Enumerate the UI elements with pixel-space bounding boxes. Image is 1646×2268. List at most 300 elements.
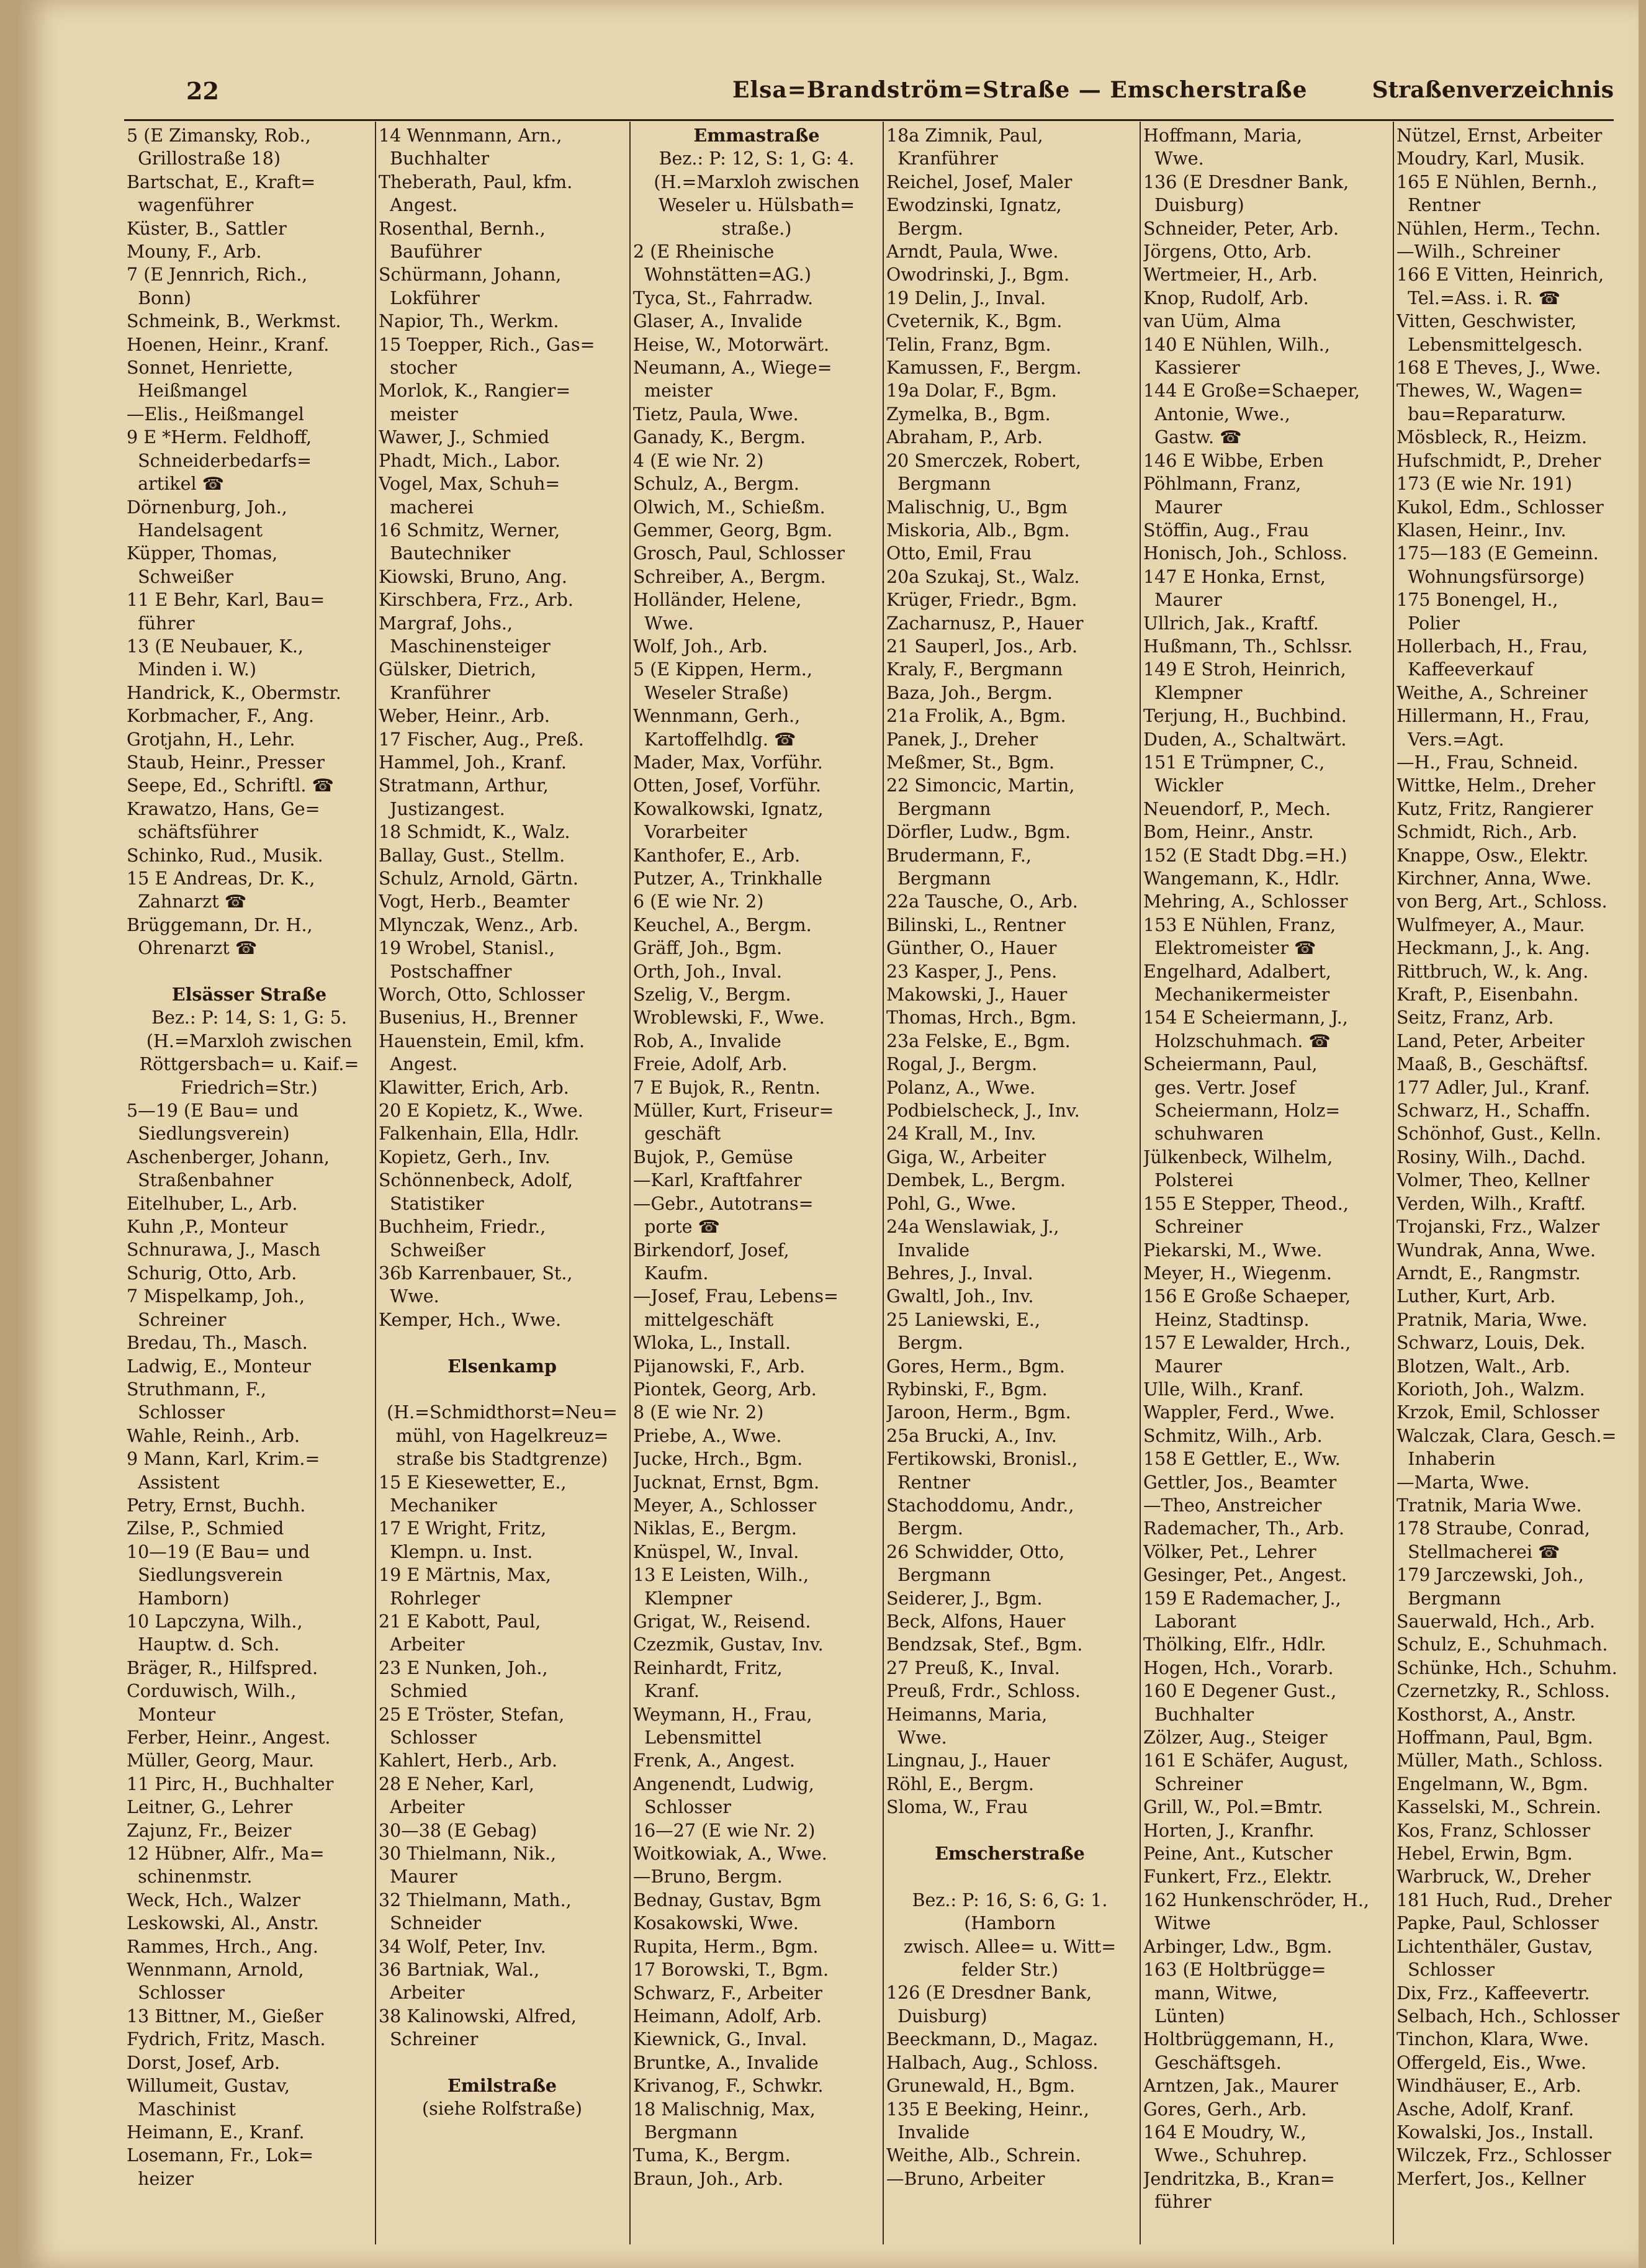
entry-line: Schwarz, Louis, Dek. (1396, 1333, 1586, 1354)
entry-line: Walczak, Clara, Gesch.= (1396, 1425, 1617, 1446)
street-info: Bez.: P: 12, S: 1, G: 4. (659, 148, 855, 169)
entry-line: Morlok, K., Rangier= (379, 380, 571, 402)
column-5 (1143, 124, 1390, 2253)
entry-line: Dix, Frz., Kaffeevertr. (1396, 1982, 1590, 2004)
entry-line: Duisburg) (886, 2005, 987, 2027)
entry-line: Verden, Wilh., Kraftf. (1396, 1193, 1586, 1214)
entry-line: Schneiderbedarfs= (127, 450, 312, 471)
entry-line: Assistent (127, 1472, 220, 1493)
entry-line: Wwe. (1143, 148, 1204, 169)
entry-line: Hammel, Joh., Kranf. (379, 752, 567, 773)
spacer (379, 2051, 626, 2074)
entry-line: Mösbleck, R., Heizm. (1396, 427, 1588, 448)
entry-line: 20 E Kopietz, K., Wwe. (379, 1100, 583, 1122)
entry-line: Panek, J., Dreher (886, 729, 1038, 750)
entry-line: Wawer, J., Schmied (379, 427, 550, 448)
entry-line: 152 (E Stadt Dbg.=H.) (1143, 845, 1347, 866)
entry-line: Kemper, Hch., Wwe. (379, 1309, 562, 1330)
entry-line: Duden, A., Schaltwärt. (1143, 729, 1347, 750)
entry-line: Bergmann (1396, 1588, 1501, 1609)
entry-line: 181 Huch, Rud., Dreher (1396, 1889, 1612, 1910)
entry-line: porte ☎ (633, 1217, 721, 1238)
entry-line: Schlosser (127, 1402, 225, 1423)
column-1 (127, 124, 372, 2253)
entry-line: Ladwig, E., Monteur (127, 1356, 312, 1377)
entry-line: Jörgens, Otto, Arb. (1143, 241, 1312, 263)
entry-line: 11 Pirc, H., Buchhalter (127, 1773, 334, 1794)
entry-line: 173 (E wie Nr. 191) (1396, 474, 1572, 495)
entry-line: Pohl, G., Wwe. (886, 1193, 1017, 1214)
entry-line: Bendzsak, Stef., Bgm. (886, 1634, 1083, 1655)
entry-line: Wulfmeyer, A., Maur. (1396, 914, 1585, 935)
entry-line: Postschaffner (379, 961, 512, 982)
entry-line: Ulle, Wilh., Kranf. (1143, 1379, 1304, 1400)
entry-line: Angenendt, Ludwig, (633, 1773, 814, 1794)
entry-line: Knop, Rudolf, Arb. (1143, 287, 1309, 308)
entry-line: Geschäftsgeh. (1143, 2052, 1282, 2073)
entry-line: 10—19 (E Bau= und (127, 1541, 310, 1562)
entry-line: Jülkenbeck, Wilhelm, (1143, 1146, 1333, 1168)
entry-line: Kuhn ,P., Monteur (127, 1217, 288, 1238)
entry-line: Warbruck, W., Dreher (1396, 1866, 1591, 1888)
entry-line: 26 Schwidder, Otto, (886, 1541, 1065, 1562)
entry-line: Rupita, Herm., Bgm. (633, 1936, 819, 1957)
entry-line: Heißmangel (127, 380, 248, 402)
entry-line: —Wilh., Schreiner (1396, 241, 1560, 263)
entry-line: 175—183 (E Gemeinn. (1396, 543, 1599, 564)
entry-line: Schnurawa, J., Masch (127, 1240, 321, 1261)
entry-line: Miskoria, Alb., Bgm. (886, 520, 1070, 541)
spacer (379, 1331, 626, 1354)
entry-line: 18a Zimnik, Paul, (886, 125, 1043, 146)
entry-line: Baza, Joh., Bergm. (886, 682, 1053, 703)
entry-line: Kanthofer, E., Arb. (633, 845, 801, 866)
entry-line: Schlosser (633, 1797, 731, 1818)
entry-line: 20a Szukaj, St., Walz. (886, 566, 1080, 587)
entry-line: ges. Vertr. Josef (1143, 1077, 1296, 1098)
entry-line: Schlosser (127, 1982, 225, 2004)
street-info: Bez.: P: 14, S: 1, G: 5. (151, 1007, 347, 1028)
entry-line: Schreiber, A., Bergm. (633, 566, 826, 587)
entry-line: Arndt, E., Rangmstr. (1396, 1262, 1581, 1284)
entry-line: Hamborn) (127, 1588, 230, 1609)
column-4 (886, 124, 1133, 2253)
entry-line: Krüger, Friedr., Bgm. (886, 590, 1077, 611)
entry-line: Bauführer (379, 241, 482, 263)
street-heading: Elsässer Straße (171, 984, 327, 1006)
entry-line: Peine, Ant., Kutscher (1143, 1843, 1333, 1865)
entry-line: Inhaberin (1396, 1449, 1496, 1470)
entry-line: 19 E Märtnis, Max, (379, 1565, 551, 1586)
entry-line: Dörnenburg, Joh., (127, 497, 287, 518)
entry-line: Wittke, Helm., Dreher (1396, 775, 1596, 796)
entry-line: Theberath, Paul, kfm. (379, 171, 573, 192)
street-info: (Hamborn (964, 1913, 1056, 1934)
entry-line: schäftsführer (127, 822, 259, 843)
entry-line: bau=Reparaturw. (1396, 403, 1567, 425)
entry-line: Land, Peter, Arbeiter (1396, 1030, 1585, 1051)
entry-line: Willumeit, Gustav, (127, 2076, 290, 2097)
page-header (124, 73, 1614, 117)
entry-line: Staub, Heinr., Presser (127, 752, 325, 773)
entry-line: Corduwisch, Wilh., (127, 1681, 297, 1702)
entry-line: Kraft, P., Eisenbahn. (1396, 984, 1579, 1006)
entry-line: 15 E Kiesewetter, E., (379, 1472, 567, 1493)
entry-line: 23 E Nunken, Joh., (379, 1657, 548, 1678)
entry-line: 154 E Scheiermann, J., (1143, 1007, 1348, 1028)
entry-line: Hoffmann, Maria, (1143, 125, 1303, 146)
entry-line: Tratnik, Maria Wwe. (1396, 1495, 1582, 1516)
directory-page (19, 0, 1639, 2268)
entry-line: Küpper, Thomas, (127, 543, 278, 564)
entry-line: Seiderer, J., Bgm. (886, 1588, 1043, 1609)
entry-line: 12 Hübner, Alfr., Ma= (127, 1843, 325, 1865)
entry-line: Kranf. (633, 1681, 699, 1702)
entry-line: 23 Kasper, J., Pens. (886, 961, 1058, 982)
entry-line: Wappler, Ferd., Wwe. (1143, 1402, 1335, 1423)
entry-line: Preuß, Frdr., Schloss. (886, 1681, 1081, 1702)
entry-line: Korbmacher, F., Ang. (127, 706, 315, 727)
entry-line: Rohrleger (379, 1588, 480, 1609)
street-info: (H.=Marxloh zwischen (146, 1030, 353, 1051)
entry-line: Klempner (633, 1588, 732, 1609)
entry-line: 21 Sauperl, Jos., Arb. (886, 636, 1078, 657)
entry-line: Ballay, Gust., Stellm. (379, 845, 565, 866)
entry-line: Schlosser (379, 1727, 477, 1748)
entry-line: Schmidt, Rich., Arb. (1396, 822, 1578, 843)
entry-line: 166 E Vitten, Heinrich, (1396, 264, 1604, 286)
entry-line: Gores, Gerh., Arb. (1143, 2099, 1307, 2120)
entry-line: Gesinger, Pet., Angest. (1143, 1565, 1347, 1586)
entry-line: 144 E Große=Schaeper, (1143, 380, 1360, 402)
entry-line: van Uüm, Alma (1143, 311, 1281, 332)
entry-line: Schurig, Otto, Arb. (127, 1262, 297, 1284)
entry-line: Pijanowski, F., Arb. (633, 1356, 806, 1377)
entry-line: 23a Felske, E., Bgm. (886, 1030, 1071, 1051)
entry-line: 16—27 (E wie Nr. 2) (633, 1820, 816, 1841)
entry-line: Grunewald, H., Bgm. (886, 2076, 1076, 2097)
street-info: straße bis Stadtgrenze) (396, 1449, 608, 1470)
entry-line: Volmer, Theo, Kellner (1396, 1170, 1590, 1191)
entry-line: Thewes, W., Wagen= (1396, 380, 1583, 402)
entry-line: Stachoddomu, Andr., (886, 1495, 1074, 1516)
entry-line: Klempn. u. Inst. (379, 1541, 533, 1562)
entry-line: wagenführer (127, 195, 254, 216)
entry-line: Kirchner, Anna, Wwe. (1396, 868, 1592, 889)
entry-line: 7 Mispelkamp, Joh., (127, 1286, 305, 1307)
entry-line: Vogt, Herb., Beamter (379, 891, 570, 912)
street-heading: Emilstraße (447, 2075, 557, 2097)
entry-line: 5—19 (E Bau= und (127, 1100, 299, 1122)
entry-line: Wennmann, Gerh., (633, 706, 801, 727)
entry-line: Hauptw. d. Sch. (127, 1634, 280, 1655)
entry-line: Polanz, A., Wwe. (886, 1077, 1036, 1098)
street-info: Bez.: P: 16, S: 6, G: 1. (912, 1889, 1108, 1910)
entry-line: 10 Lapczyna, Wilh., (127, 1611, 303, 1632)
entry-line: Rademacher, Th., Arb. (1143, 1518, 1345, 1539)
entry-line: Schulz, E., Schuhmach. (1396, 1634, 1608, 1655)
entry-line: mann, Witwe, (1143, 1982, 1278, 2004)
entry-line: Schreiner (1143, 1217, 1243, 1238)
entry-line: 151 E Trümpner, C., (1143, 752, 1325, 773)
entry-line: Wangemann, K., Hdlr. (1143, 868, 1340, 889)
entry-line: Monteur (127, 1704, 216, 1725)
entry-line: Kaffeeverkauf (1396, 659, 1534, 680)
entry-line: Wroblewski, F., Wwe. (633, 1007, 825, 1028)
entry-line: Kirschbera, Frz., Arb. (379, 590, 573, 611)
entry-line: 158 E Gettler, E., Ww. (1143, 1449, 1341, 1470)
entry-line: Bergm. (886, 1518, 963, 1539)
entry-line: Wloka, L., Install. (633, 1333, 791, 1354)
entry-line: Blotzen, Walt., Arb. (1396, 1356, 1571, 1377)
entry-line: Weymann, H., Frau, (633, 1704, 812, 1725)
entry-line: 162 Hunkenschröder, H., (1143, 1889, 1369, 1910)
entry-line: Malischnig, U., Bgm (886, 497, 1068, 518)
entry-line: 159 E Rademacher, J., (1143, 1588, 1341, 1609)
entry-line: Weck, Hch., Walzer (127, 1889, 300, 1910)
entry-line: 163 (E Holtbrügge= (1143, 1960, 1326, 1981)
street-info: zwisch. Allee= u. Witt= (903, 1936, 1117, 1957)
entry-line: schinenmstr. (127, 1866, 253, 1888)
entry-line: Weithe, Alb., Schrein. (886, 2145, 1081, 2166)
entry-line: 11 E Behr, Karl, Bau= (127, 590, 325, 611)
entry-line: Bednay, Gustav, Bgm (633, 1889, 822, 1910)
entry-line: Podbielscheck, J., Inv. (886, 1100, 1080, 1122)
entry-line: Rammes, Hrch., Ang. (127, 1936, 318, 1957)
column-divider (629, 122, 631, 2244)
street-heading: Emmastraße (693, 125, 820, 146)
entry-line: Seepe, Ed., Schriftl. ☎ (127, 775, 335, 796)
column-divider (883, 122, 884, 2244)
entry-line: Meßmer, St., Bgm. (886, 752, 1055, 773)
entry-line: Bergmann (886, 1565, 991, 1586)
entry-line: Röhl, E., Bergm. (886, 1773, 1034, 1794)
entry-line: Korioth, Joh., Walzm. (1396, 1379, 1585, 1400)
entry-line: 179 Jarczewski, Joh., (1396, 1565, 1584, 1586)
entry-line: Vitten, Geschwister, (1396, 311, 1577, 332)
street-info: Röttgersbach= u. Kaif.= (139, 1054, 359, 1075)
street-info: felder Str.) (961, 1960, 1058, 1981)
entry-line: Merfert, Jos., Kellner (1396, 2168, 1586, 2189)
entry-line: Wertmeier, H., Arb. (1143, 264, 1318, 286)
entry-line: —Marta, Wwe. (1396, 1472, 1530, 1493)
entry-line: Braun, Joh., Arb. (633, 2168, 784, 2189)
entry-line: Handelsagent (127, 520, 263, 541)
entry-line: Kosakowski, Wwe. (633, 1913, 799, 1934)
street-info: (H.=Marxloh zwischen (654, 171, 860, 192)
column-divider (375, 122, 376, 2244)
entry-line: Giga, W., Arbeiter (886, 1146, 1046, 1168)
entry-line: 177 Adler, Jul., Kranf. (1396, 1077, 1590, 1098)
entry-line: Holländer, Helene, (633, 590, 802, 611)
entry-line: Heimann, Adolf, Arb. (633, 2005, 822, 2027)
entry-line: Buchhalter (1143, 1704, 1254, 1725)
entry-line: Szelig, V., Bergm. (633, 984, 791, 1006)
entry-line: Stöffin, Aug., Frau (1143, 520, 1310, 541)
entry-line: Tuma, K., Bergm. (633, 2145, 791, 2166)
entry-line: Keuchel, A., Bergm. (633, 914, 812, 935)
entry-line: Müller, Georg, Maur. (127, 1750, 315, 1771)
entry-line: 140 E Nühlen, Wilh., (1143, 334, 1330, 355)
entry-line: Aschenberger, Johann, (127, 1146, 330, 1168)
entry-line: 17 Borowski, T., Bgm. (633, 1960, 829, 1981)
entry-line: Stellmacherei ☎ (1396, 1541, 1560, 1562)
entry-line: Wohnstätten=AG.) (633, 264, 811, 286)
entry-line: Angest. (379, 195, 458, 216)
entry-line: 135 E Beeking, Heinr., (886, 2099, 1089, 2120)
entry-line: Invalide (886, 2122, 970, 2143)
entry-line: 153 E Nühlen, Franz, (1143, 914, 1336, 935)
entry-line: Gores, Herm., Bgm. (886, 1356, 1065, 1377)
entry-line: Straßenbahner (127, 1170, 274, 1191)
entry-line: 5 (E Kippen, Herm., (633, 659, 812, 680)
entry-line: Witwe (1143, 1913, 1211, 1934)
entry-line: Abraham, P., Arb. (886, 427, 1043, 448)
entry-line: Minden i. W.) (127, 659, 257, 680)
entry-line: Horten, J., Kranfhr. (1143, 1820, 1315, 1841)
entry-line: Kukol, Edm., Schlosser (1396, 497, 1604, 518)
section-title: Straßenverzeichnis (1372, 77, 1614, 103)
entry-line: Lokführer (379, 287, 480, 308)
entry-line: Kamussen, F., Bergm. (886, 358, 1082, 379)
entry-line: Wwe. (633, 613, 694, 634)
entry-line: Hußmann, Th., Schlssr. (1143, 636, 1353, 657)
entry-line: Engelhard, Adalbert, (1143, 961, 1331, 982)
entry-line: Trojanski, Frz., Walzer (1396, 1217, 1600, 1238)
entry-line: 178 Straube, Conrad, (1396, 1518, 1590, 1539)
entry-line: 36b Karrenbauer, St., (379, 1262, 573, 1284)
entry-line: Schwarz, H., Schaffn. (1396, 1100, 1591, 1122)
entry-line: Halbach, Aug., Schloss. (886, 2052, 1099, 2073)
entry-line: Reinhardt, Fritz, (633, 1657, 783, 1678)
entry-line: —Karl, Kraftfahrer (633, 1170, 802, 1191)
entry-line: Maschinensteiger (379, 636, 551, 657)
entry-line: Terjung, H., Buchbind. (1143, 706, 1347, 727)
entry-line: Czezmik, Gustav, Inv. (633, 1634, 824, 1655)
entry-line: Wickler (1143, 775, 1223, 796)
entry-line: Jendritzka, B., Kran= (1143, 2168, 1335, 2189)
entry-line: Ferber, Heinr., Angest. (127, 1727, 331, 1748)
entry-line: Wennmann, Arnold, (127, 1960, 304, 1981)
entry-line: Dembek, L., Bergm. (886, 1170, 1066, 1191)
entry-line: 6 (E wie Nr. 2) (633, 891, 764, 912)
entry-line: Vogel, Max, Schuh= (379, 474, 560, 495)
entry-line: Thomas, Hrch., Bgm. (886, 1007, 1077, 1028)
page-title: Elsa=Brandström=Straße — Emscherstraße (732, 77, 1308, 103)
entry-line: 7 (E Jennrich, Rich., (127, 264, 308, 286)
entry-line: Maurer (1143, 1356, 1222, 1377)
entry-line: Grillostraße 18) (127, 148, 281, 169)
entry-line: Falkenhain, Ella, Hdlr. (379, 1123, 580, 1145)
entry-line: 5 (E Zimansky, Rob., (127, 125, 311, 146)
entry-line: Ganady, K., Bergm. (633, 427, 806, 448)
entry-line: mittelgeschäft (633, 1309, 774, 1330)
entry-line: Eitelhuber, L., Arb. (127, 1193, 298, 1214)
entry-line: Wahle, Reinh., Arb. (127, 1425, 300, 1446)
entry-line: Moudry, Karl, Musik. (1396, 148, 1585, 169)
entry-line: —Elis., Heißmangel (127, 403, 304, 425)
entry-line: Bom, Heinr., Anstr. (1143, 822, 1314, 843)
entry-line: Worch, Otto, Schlosser (379, 984, 585, 1006)
entry-line: Arbeiter (379, 1634, 465, 1655)
entry-line: Tyca, St., Fahrradw. (633, 287, 814, 308)
entry-line: —Gebr., Autotrans= (633, 1193, 814, 1214)
entry-line: Frenk, A., Angest. (633, 1750, 795, 1771)
entry-line: Gülsker, Dietrich, (379, 659, 537, 680)
entry-line: Rittbruch, W., k. Ang. (1396, 961, 1589, 982)
entry-line: 15 Toepper, Rich., Gas= (379, 334, 595, 355)
entry-line: Neumann, A., Wiege= (633, 358, 832, 379)
entry-line: Beeckmann, D., Magaz. (886, 2029, 1099, 2050)
entry-line: Glaser, A., Invalide (633, 311, 803, 332)
entry-line: Gemmer, Georg, Bgm. (633, 520, 833, 541)
entry-line: Busenius, H., Brenner (379, 1007, 578, 1028)
entry-line: 18 Schmidt, K., Walz. (379, 822, 570, 843)
entry-line: Meyer, A., Schlosser (633, 1495, 817, 1516)
entry-line: Lebensmittelgesch. (1396, 334, 1583, 355)
entry-line: Schünke, Hch., Schuhm. (1396, 1657, 1617, 1678)
entry-line: Arntzen, Jak., Maurer (1143, 2076, 1338, 2097)
entry-line: Bergmann (886, 798, 991, 819)
entry-line: 20 Smerczek, Robert, (886, 450, 1081, 471)
spacer (886, 1819, 1133, 1842)
entry-line: meister (379, 403, 458, 425)
entry-line: Günther, O., Hauer (886, 938, 1057, 959)
entry-line: Mlynczak, Wenz., Arb. (379, 914, 579, 935)
entry-line: 18 Malischnig, Max, (633, 2099, 816, 2120)
entry-line: Rogal, J., Bergm. (886, 1054, 1038, 1075)
entry-line: 156 E Große Schaeper, (1143, 1286, 1351, 1307)
entry-line: Napior, Th., Werkm. (379, 311, 559, 332)
entry-line: 17 E Wright, Fritz, (379, 1518, 547, 1539)
entry-line: Schinko, Rud., Musik. (127, 845, 323, 866)
entry-line: Vorarbeiter (633, 822, 747, 843)
entry-line: Neuendorf, P., Mech. (1143, 798, 1331, 819)
entry-line: 24a Wenslawiak, J., (886, 1217, 1059, 1238)
entry-line: 157 E Lewalder, Hrch., (1143, 1333, 1351, 1354)
entry-line: Wundrak, Anna, Wwe. (1396, 1240, 1596, 1261)
entry-line: Olwich, M., Schießm. (633, 497, 825, 518)
entry-line: 34 Wolf, Peter, Inv. (379, 1936, 546, 1957)
street-info: Friedrich=Str.) (181, 1077, 318, 1098)
entry-line: Bergm. (886, 1333, 963, 1354)
entry-line: Krzok, Emil, Schlosser (1396, 1402, 1599, 1423)
entry-line: 161 E Schäfer, August, (1143, 1750, 1349, 1771)
entry-line: Schweißer (379, 1240, 485, 1261)
entry-line: schuhwaren (1143, 1123, 1264, 1145)
entry-line: Statistiker (379, 1193, 484, 1214)
entry-line: Wwe., Schuhrep. (1143, 2145, 1308, 2166)
entry-line: Arbeiter (379, 1797, 465, 1818)
entry-line: Dörfler, Ludw., Bgm. (886, 822, 1071, 843)
entry-line: Kosthorst, A., Anstr. (1396, 1704, 1576, 1725)
entry-line: Tietz, Paula, Wwe. (633, 403, 799, 425)
entry-line: 24 Krall, M., Inv. (886, 1123, 1037, 1145)
entry-line: Schmitz, Wilh., Arb. (1143, 1425, 1323, 1446)
entry-line: Zilse, P., Schmied (127, 1518, 284, 1539)
entry-line: Holzschuhmach. ☎ (1143, 1030, 1331, 1051)
entry-line: 165 E Nühlen, Bernh., (1396, 171, 1598, 192)
entry-line: —H., Frau, Schneid. (1396, 752, 1578, 773)
entry-line: Czernetzky, R., Schloss. (1396, 1681, 1610, 1702)
entry-line: 22 Simoncic, Martin, (886, 775, 1075, 796)
entry-line: Angest. (379, 1054, 458, 1075)
entry-line: Telin, Franz, Bgm. (886, 334, 1051, 355)
entry-line: Bilinski, L., Rentner (886, 914, 1066, 935)
entry-line: Kiowski, Bruno, Ang. (379, 566, 567, 587)
entry-line: Maurer (1143, 590, 1222, 611)
entry-line: Fydrich, Fritz, Masch. (127, 2029, 326, 2050)
